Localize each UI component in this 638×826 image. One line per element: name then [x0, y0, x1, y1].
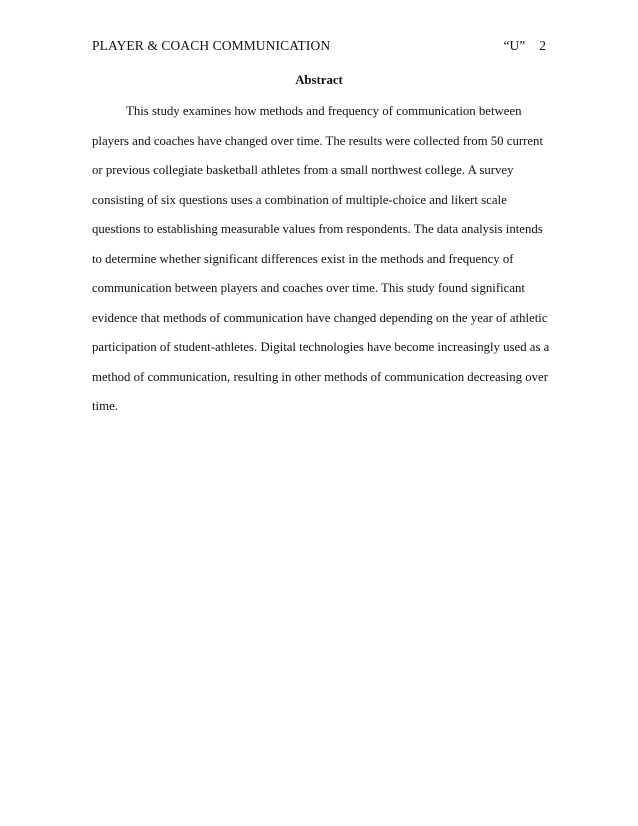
abstract-line: communication between players and coaches over time. This study found significant [92, 281, 525, 295]
abstract-line: method of communication, resulting in other methods of communication decreasing over [92, 369, 548, 384]
abstract-line: This study examines how methods and frequency of communication between [126, 104, 522, 118]
abstract-title: Abstract [295, 73, 343, 87]
page-number: 2 [539, 38, 546, 53]
header-mark: “U” [503, 38, 526, 53]
abstract-paragraph [92, 97, 550, 422]
abstract-line: questions to establishing measurable values from respondents. The data analysis intends [92, 222, 543, 236]
abstract-line: to determine whether significant differences exist in the methods and frequency of [92, 251, 514, 266]
header-right [504, 38, 546, 54]
abstract-line: or previous collegiate basketball athletes from a small northwest college. A survey [92, 163, 514, 177]
running-head: PLAYER & COACH COMMUNICATION [92, 38, 331, 53]
abstract-line: participation of student-athletes. Digital technologies have become increasingly used as a [92, 340, 550, 354]
abstract-line: time. [92, 399, 118, 413]
abstract-line: evidence that methods of communication have changed depending on the year of athletic [92, 310, 548, 325]
abstract-line: players and coaches have changed over time. The results were collected from 50 current [92, 133, 544, 148]
abstract-line: consisting of six questions uses a combination of multiple-choice and likert scale [92, 192, 507, 207]
